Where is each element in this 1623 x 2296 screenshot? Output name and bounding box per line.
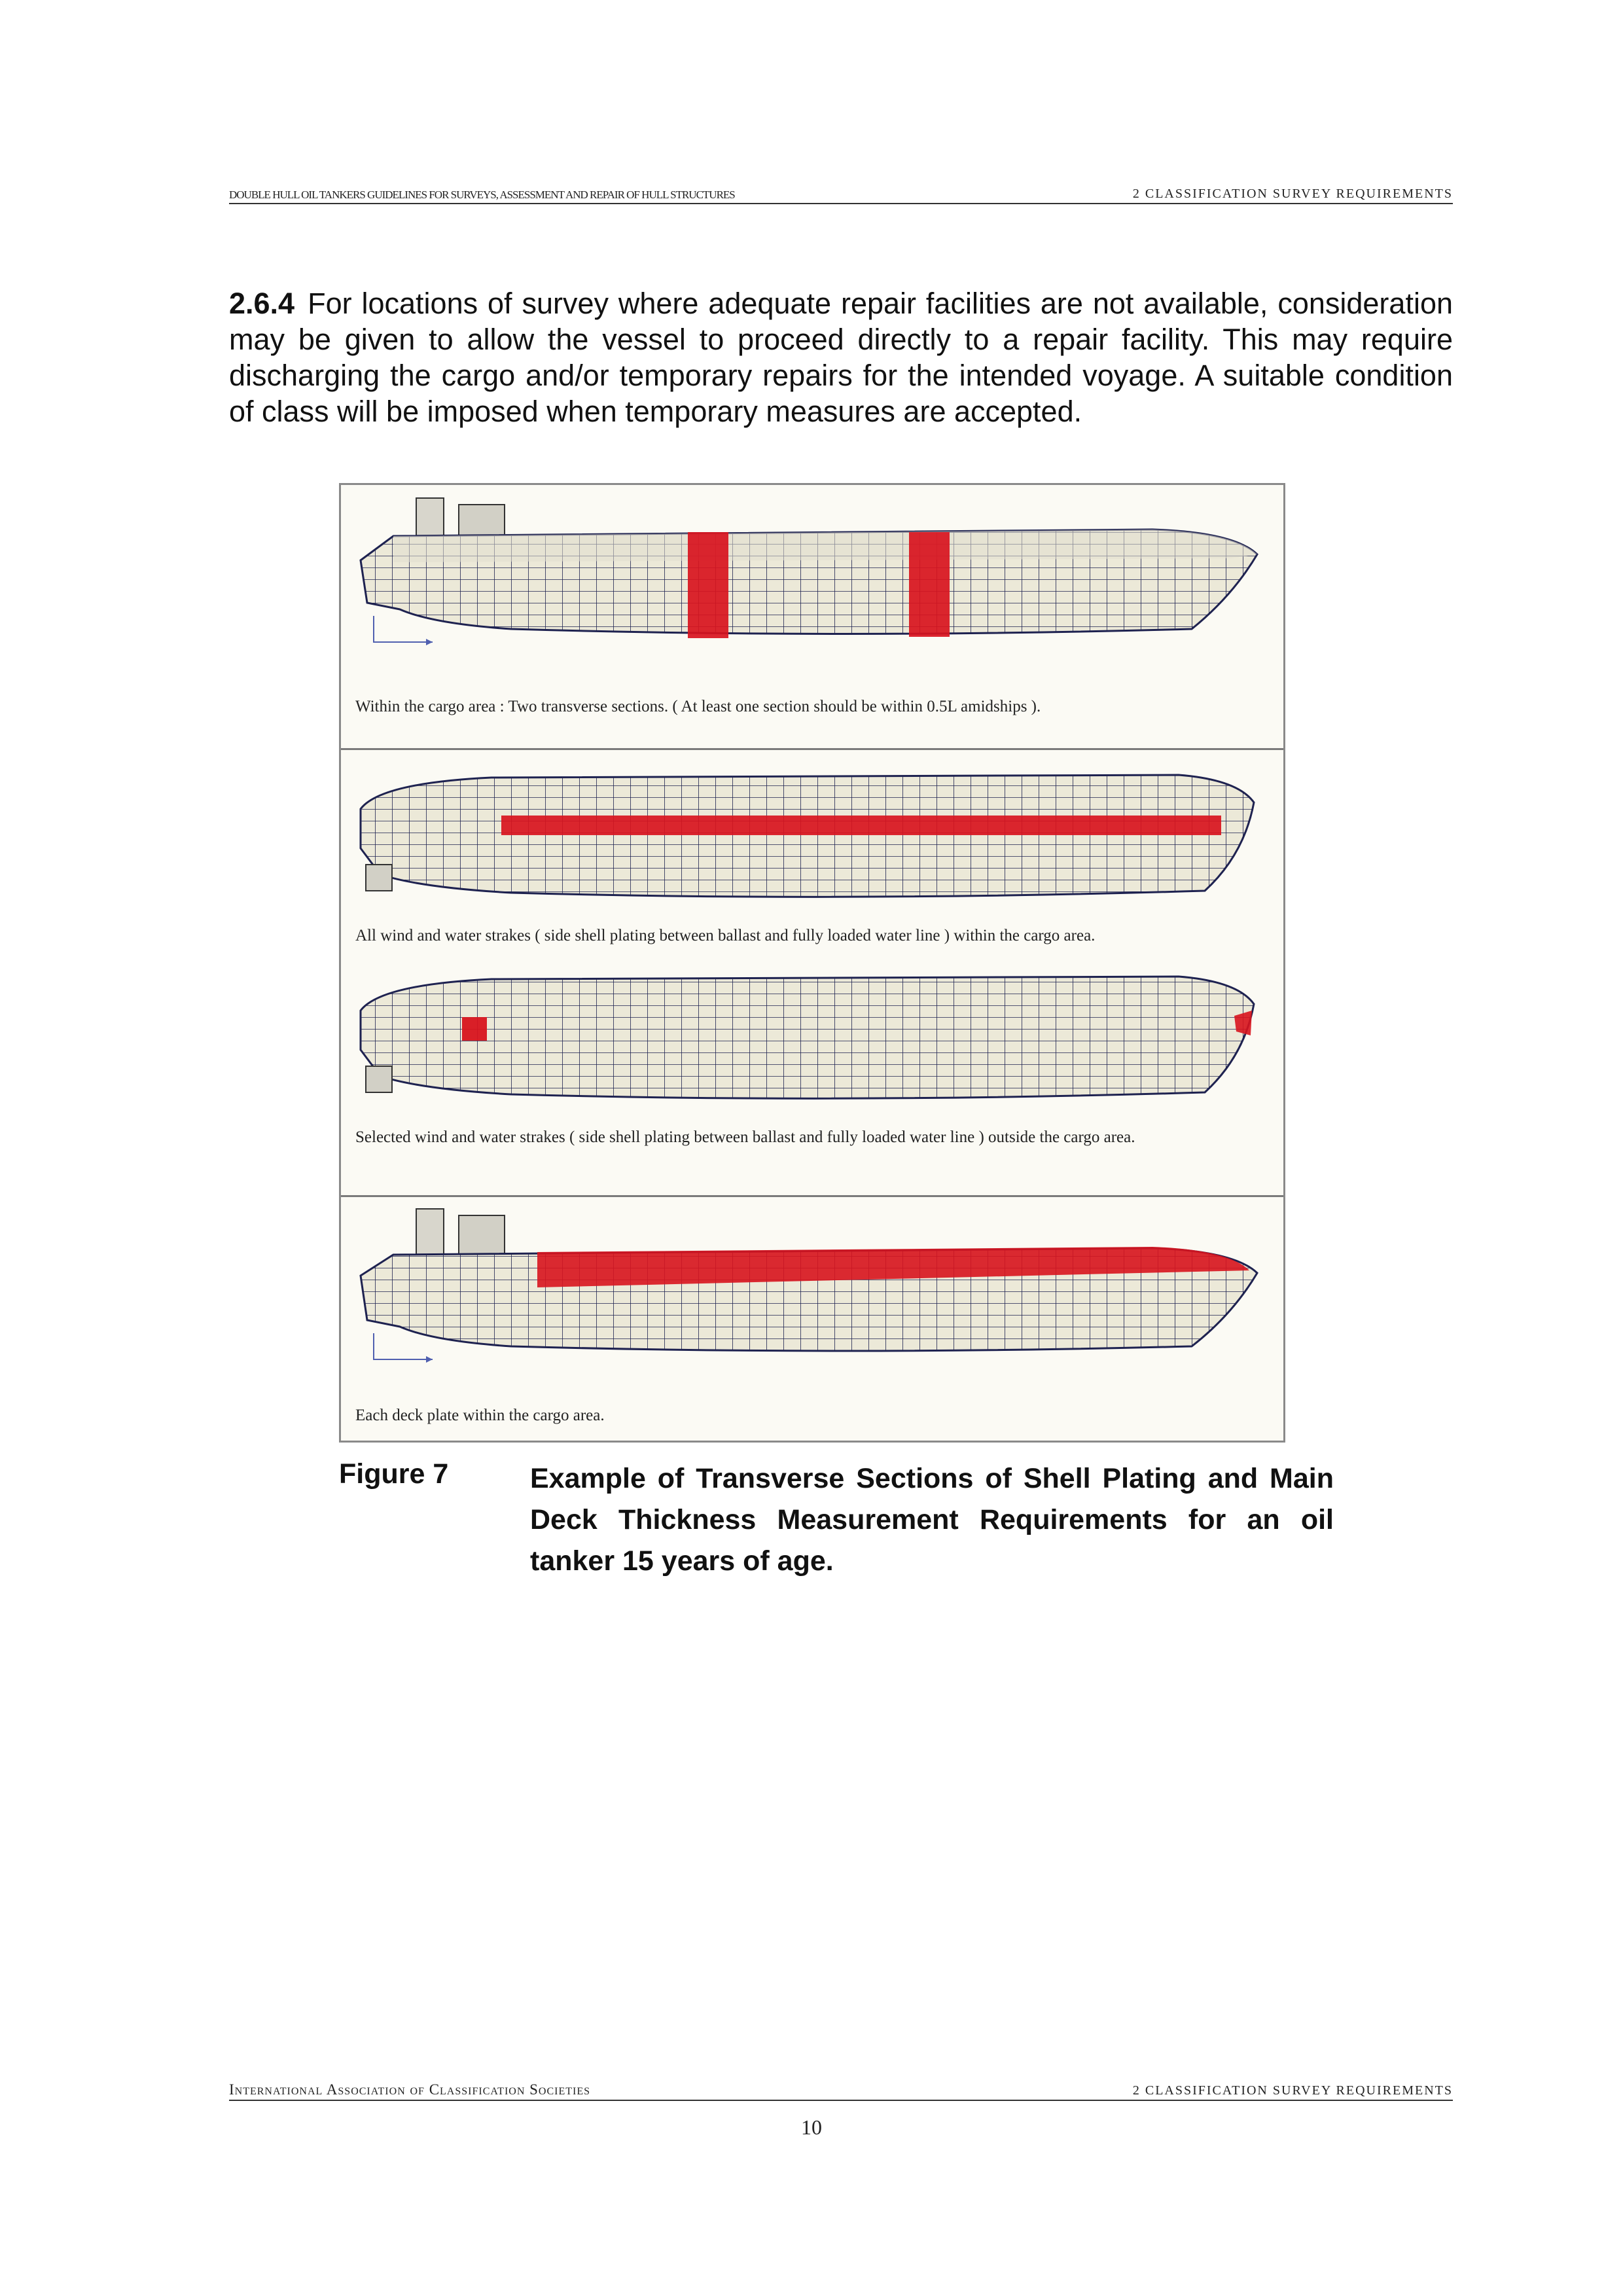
panel-strakes-outside-cargo (341, 958, 1283, 1162)
footer-chapter-title: 2 CLASSIFICATION SURVEY REQUIREMENTS (1132, 2083, 1453, 2098)
paragraph-number: 2.6.4 (229, 287, 295, 320)
panel-transverse-sections (341, 485, 1283, 748)
running-footer (229, 2083, 1453, 2101)
running-header (229, 186, 1453, 204)
figure-7-image (339, 483, 1285, 1443)
footer-organisation: International Association of Classification Societies (229, 2081, 591, 2098)
tanker-mesh-transverse (341, 485, 1283, 701)
paragraph-2-6-4 (229, 285, 1453, 429)
paragraph-text: For locations of survey where adequate repair facilities are not available, consideration may be given to allow the vessel to proceed directly to a repair facility. This may require discharging the cargo and/or temporary repairs for the intended voyage. A suitable condition of class will be imposed when temporary measures are accepted. (229, 287, 1453, 428)
figure-caption: Example of Transverse Sections of Shell Plating and Main Deck Thickness Measurement Requirements for an oil tanker 15 years of age. (530, 1463, 1334, 1577)
tanker-mesh-strakes-in (341, 750, 1283, 920)
caption-strakes-outside-cargo: Selected wind and water strakes ( side shell plating between ballast and fully loaded water line ) outside the cargo area. (355, 1128, 1135, 1146)
highlight-strake-band (501, 816, 1221, 835)
highlight-section-1 (688, 532, 728, 638)
caption-deck-plates: Each deck plate within the cargo area. (355, 1407, 605, 1424)
figure-label: Figure 7 (339, 1458, 449, 1490)
tanker-mesh-strakes-out (341, 958, 1283, 1122)
page-number: 10 (801, 2115, 822, 2139)
highlight-section-2 (909, 532, 950, 637)
caption-strakes-within-cargo: All wind and water strakes ( side shell plating between ballast and fully loaded water line ) within the cargo area. (355, 927, 1096, 944)
header-chapter-title: 2 CLASSIFICATION SURVEY REQUIREMENTS (1132, 187, 1453, 201)
highlight-aft-strake (462, 1017, 487, 1041)
header-document-title: DOUBLE HULL OIL TANKERS GUIDELINES FOR SURVEYS, ASSESSMENT AND REPAIR OF HULL STRUCTURES (229, 188, 735, 201)
panel-strakes-within-cargo (341, 750, 1283, 958)
tanker-mesh-deck (341, 1197, 1283, 1393)
caption-transverse-sections: Within the cargo area : Two transverse sections. ( At least one section should be within 0.5L amidships ). (355, 698, 1041, 715)
panel-deck-plates (341, 1197, 1283, 1443)
